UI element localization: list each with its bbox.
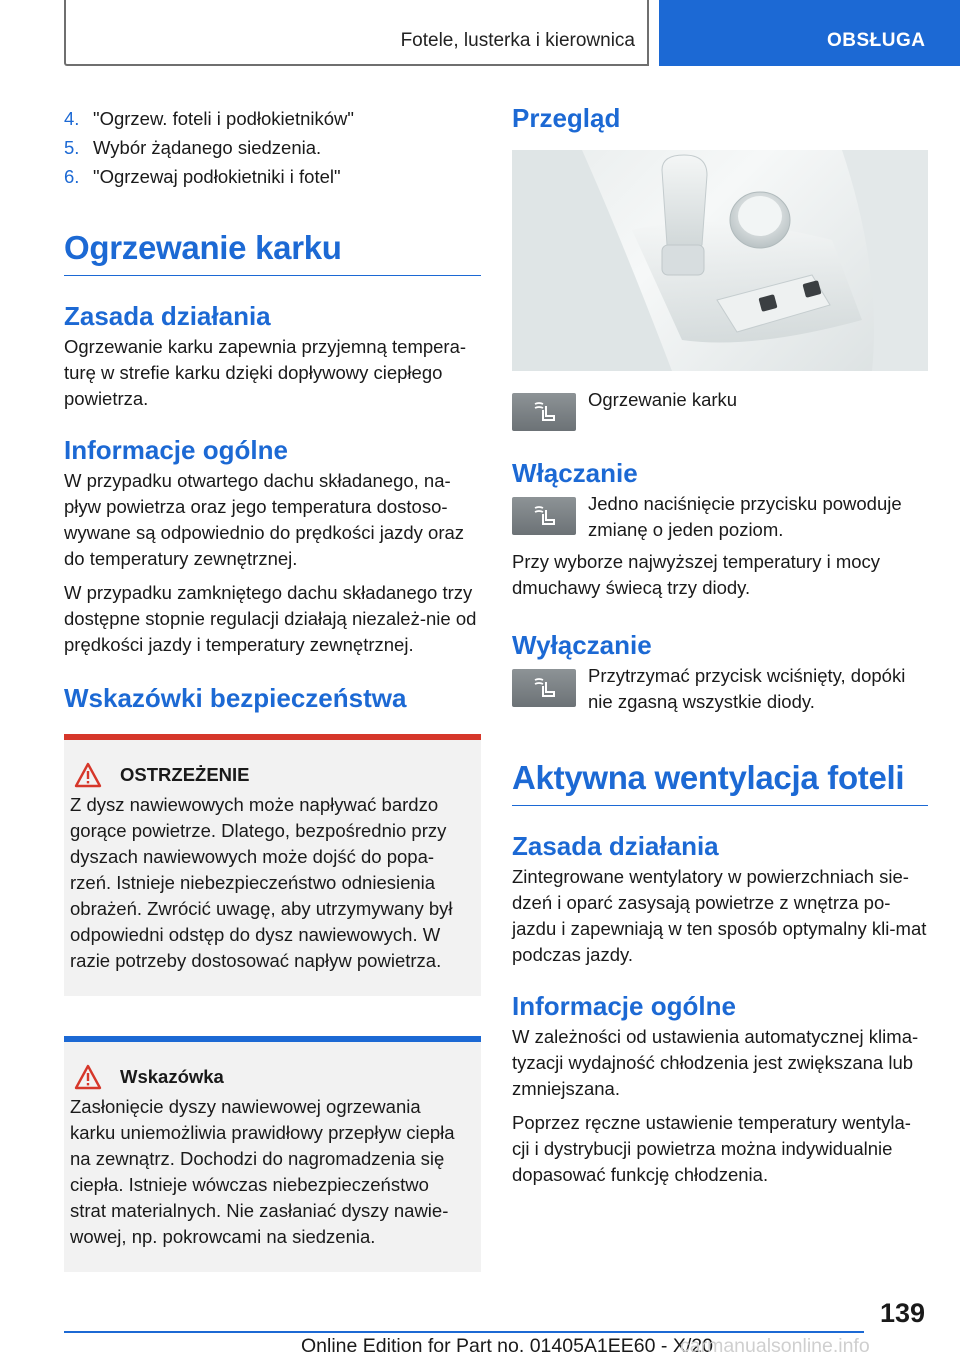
note-box bbox=[64, 1036, 481, 1272]
subsection-switch-on: Włączanie bbox=[512, 458, 638, 488]
header-section-title: Fotele, lusterka i kierownica bbox=[400, 30, 635, 51]
note-text: Zasłonięcie dyszy nawiewowej ogrzewania karku uniemożliwia prawidłowy przepływ ciepła na zewnątrz. Dochodzi do nagromadzenia się ciepła. Istnieje wówczas niebezpieczeństwo strat materialnych. Nie zasłaniać dyszy nawie-wowej, np. pokrowcami na siedzenia. bbox=[70, 1096, 455, 1247]
header-chapter-title: OBSŁUGA bbox=[827, 30, 926, 51]
general-text-2: W przypadku zamkniętego dachu składanego trzy dostępne stopnie regulacji działają niezależ-nie od prędkości jazdy i temperatury zewnętrznej. bbox=[64, 582, 477, 655]
switch-on-button-icon bbox=[512, 497, 576, 535]
switch-off-text: Przytrzymać przycisk wciśnięty, dopóki nie zgasną wszystkie diody. bbox=[588, 665, 906, 712]
switch-on-text: Jedno naciśnięcie przycisku powoduje zmianę o jeden poziom. bbox=[588, 493, 902, 540]
neck-heating-caption: Ogrzewanie karku bbox=[588, 389, 738, 410]
neck-heating-button-icon bbox=[512, 393, 576, 431]
step-item: 5. Wybór żądanego siedzenia. bbox=[64, 137, 322, 158]
notice-triangle-icon bbox=[74, 1064, 102, 1090]
seat-heat-icon bbox=[532, 400, 556, 424]
footer-divider bbox=[64, 1331, 864, 1333]
subsection-safety: Wskazówki bezpieczeństwa bbox=[64, 683, 407, 713]
console-illustration bbox=[512, 150, 928, 371]
center-console-photo bbox=[512, 150, 928, 371]
seat-heat-icon bbox=[532, 504, 556, 528]
footer-watermark: carmanualsonline.info bbox=[680, 1335, 870, 1357]
note-title-row bbox=[70, 1064, 469, 1090]
switch-on-text-2: Przy wyborze najwyższej temperatury i mocy dmuchawy świecą trzy diody. bbox=[512, 551, 881, 598]
neck-heating-button-row bbox=[512, 389, 928, 431]
subsection-switch-off: Wyłączanie bbox=[512, 630, 652, 660]
subsection-general-right: Informacje ogólne bbox=[512, 991, 736, 1021]
step-list bbox=[64, 104, 481, 191]
principle-text-right: Zintegrowane wentylatory w powierzchniach sie-dzeń i oparć zasysają powietrze z wnętrza po-jazdu i zapewniają w ten sposób optymalny kli-mat podczas jazdy. bbox=[512, 866, 927, 965]
principle-text: Ogrzewanie karku zapewnia przyjemną tempera-turę w strefie karku dzięki dopływowy ciepłego powietrza. bbox=[64, 336, 467, 409]
step-item: 6. "Ogrzewaj podłokietniki i fotel" bbox=[64, 166, 341, 187]
switch-off-row bbox=[512, 665, 928, 715]
right-column bbox=[512, 100, 928, 1188]
switch-on-row bbox=[512, 493, 928, 543]
general-text-1: W przypadku otwartego dachu składanego, na-pływ powietrza oraz jego temperatura dostoso-wywane są odpowiednio do prędkości jazdy oraz do temperatury zewnętrznej. bbox=[64, 470, 465, 569]
step-item: 4. "Ogrzew. foteli i podłokietników" bbox=[64, 108, 354, 129]
page-number: 139 bbox=[880, 1298, 926, 1328]
general-text-right-1: W zależności od ustawienia automatycznej klima-tyzacji wydajność chłodzenia jest zwiększana lub zmniejszana. bbox=[512, 1026, 919, 1099]
warning-text: Z dysz nawiewowych może napływać bardzo gorące powietrze. Dlatego, bezpośrednio przy dyszach nawiewowych może dojść do popa-rzeń. Istnieje niebezpieczeństwo odniesienia obrażeń. Zwrócić uwagę, aby utrzymywany był odpowiedni odstęp do dysz nawiewowych. W razie potrzeby dostosować napływ powietrza. bbox=[70, 794, 453, 971]
note-title: Wskazówka bbox=[120, 1066, 224, 1087]
section-title-seat-ventilation: Aktywna wentylacja foteli bbox=[512, 759, 928, 806]
header-section-box bbox=[64, 0, 649, 66]
warning-triangle-icon bbox=[74, 762, 102, 788]
subsection-general: Informacje ogólne bbox=[64, 435, 288, 465]
subsection-principle-right: Zasada działania bbox=[512, 831, 719, 861]
header-chapter-tab bbox=[659, 0, 960, 66]
subsection-principle: Zasada działania bbox=[64, 301, 271, 331]
seat-heat-icon bbox=[532, 676, 556, 700]
section-title-neck-heating: Ogrzewanie karku bbox=[64, 229, 481, 276]
footer-edition: Online Edition for Part no. 01405A1EE60 - X/20 bbox=[301, 1335, 713, 1357]
left-column bbox=[64, 100, 481, 1272]
warning-title-row bbox=[70, 762, 469, 788]
warning-box bbox=[64, 734, 481, 996]
subsection-overview: Przegląd bbox=[512, 103, 621, 133]
switch-off-button-icon bbox=[512, 669, 576, 707]
warning-title: OSTRZEŻENIE bbox=[120, 764, 250, 785]
general-text-right-2: Poprzez ręczne ustawienie temperatury wentyla-cji i dystrybucji powietrza można indywidualnie dopasować funkcję chłodzenia. bbox=[512, 1112, 911, 1185]
